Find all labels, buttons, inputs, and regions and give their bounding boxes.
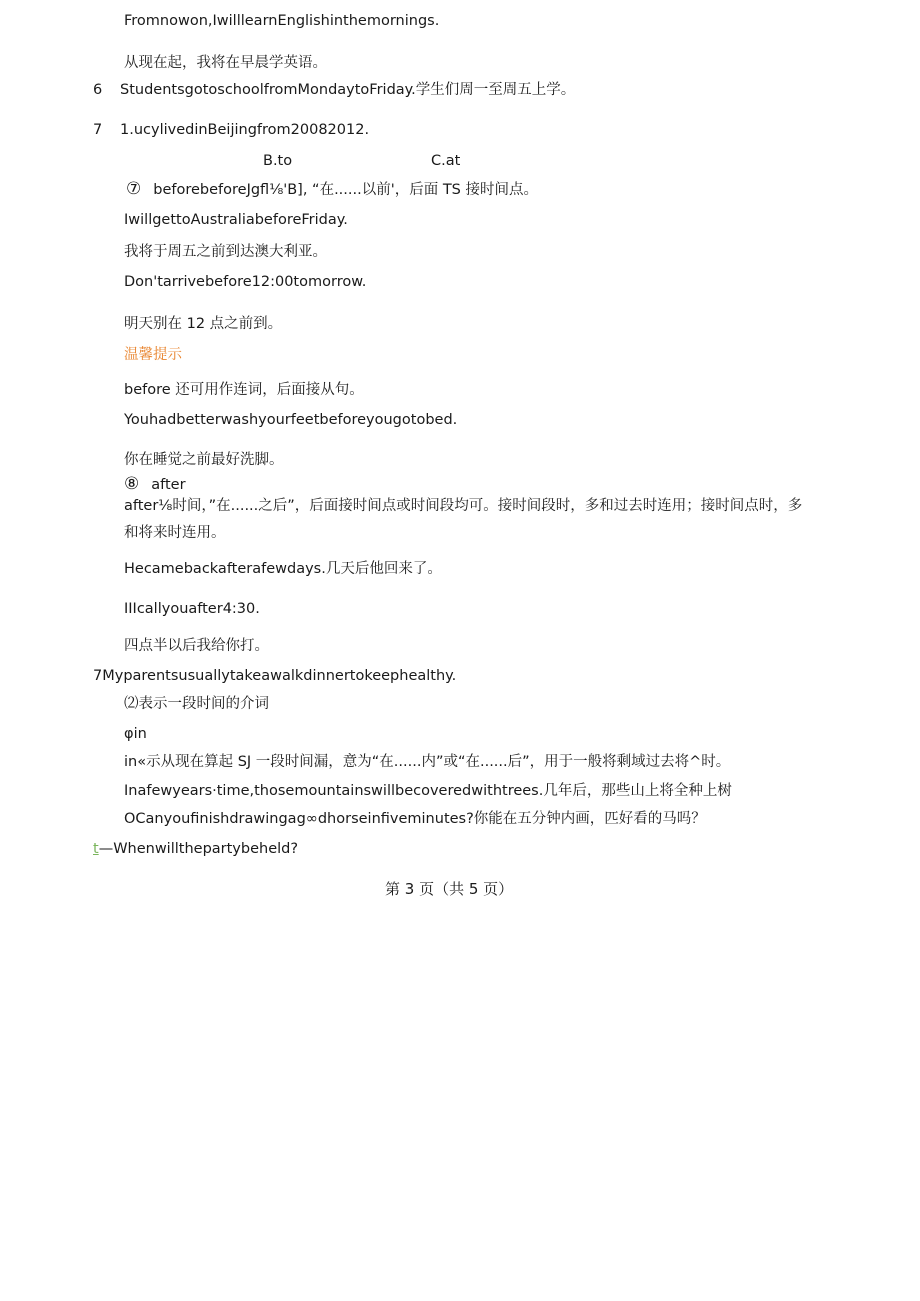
text-line: 7Myparentsusuallytakeawalkdinnertokeephealthy. [93,668,457,684]
option-b: B.to [263,153,293,169]
tip-label: 温馨提示 [124,347,182,363]
text-line [93,839,298,859]
text-line: Hecamebackafterafewdays.几天后他回来了。 [124,561,442,577]
text-line: Don'tarrivebefore12:00tomorrow. [124,274,367,290]
underlined-mark: t [93,841,99,857]
text-line: before 还可用作连词，后面接从句。 [124,382,364,398]
text-line: Youhadbetterwashyourfeetbeforeyougotobed. [124,412,458,428]
text-line: 四点半以后我给你打。 [124,638,269,654]
page-footer: 第 3 页（共 5 页） [385,880,514,898]
text-line: IIIcallyouafter4:30. [124,601,260,617]
text-paragraph: after⅛时间，”在......之后”，后面接时间点或时间段均可。接时间段时，多和过去时连用；接时间点时，多和将来时连用。 [124,498,803,541]
heading-text: beforebeforeJgfl⅛'B], “在......以前'，后面 TS 接时间点。 [153,182,538,198]
circled-number-7: ⑦ [126,179,142,199]
text-line: ⑵表示一段时间的介词 [124,696,269,712]
text-line: 我将于周五之前到达澳大利亚。 [124,244,327,260]
text-line: Inafewyears·time,thosemountainswillbecoveredwithtrees.几年后，那些山上将全种上树 [124,783,732,799]
text-line: IwillgettoAustraliabeforeFriday. [124,212,348,228]
section-heading [126,179,538,200]
text-line: 明天别在 12 点之前到。 [124,316,283,332]
section-heading [124,474,186,495]
text-line: φin [124,726,147,742]
text-line: StudentsgotoschoolfromMondaytoFriday.学生们周一至周五上学。 [120,82,576,98]
text-line: 你在睡觉之前最好洗脚。 [124,452,284,468]
heading-text: after [151,477,186,493]
line-text: —Whenwillthepartybeheld? [98,841,299,857]
text-line: 1.ucylivedinBeijingfrom20082012. [120,122,370,138]
text-line: OCanyoufinishdrawingag∞dhorseinfiveminutes?你能在五分钟内画，匹好看的马吗？ [124,811,706,827]
option-c: C.at [431,153,461,169]
circled-number-8: ⑧ [124,474,140,494]
text-line: 从现在起，我将在早晨学英语。 [124,55,327,71]
item-number: 6 [93,82,103,98]
text-line: in«示从现在算起 SJ 一段时间漏，意为“在......内”或“在......后”，用于一般将剩域过去将^时。 [124,754,731,770]
item-number: 7 [93,122,103,138]
text-line: Fromnowon,IwilllearnEnglishinthemornings. [124,13,440,29]
